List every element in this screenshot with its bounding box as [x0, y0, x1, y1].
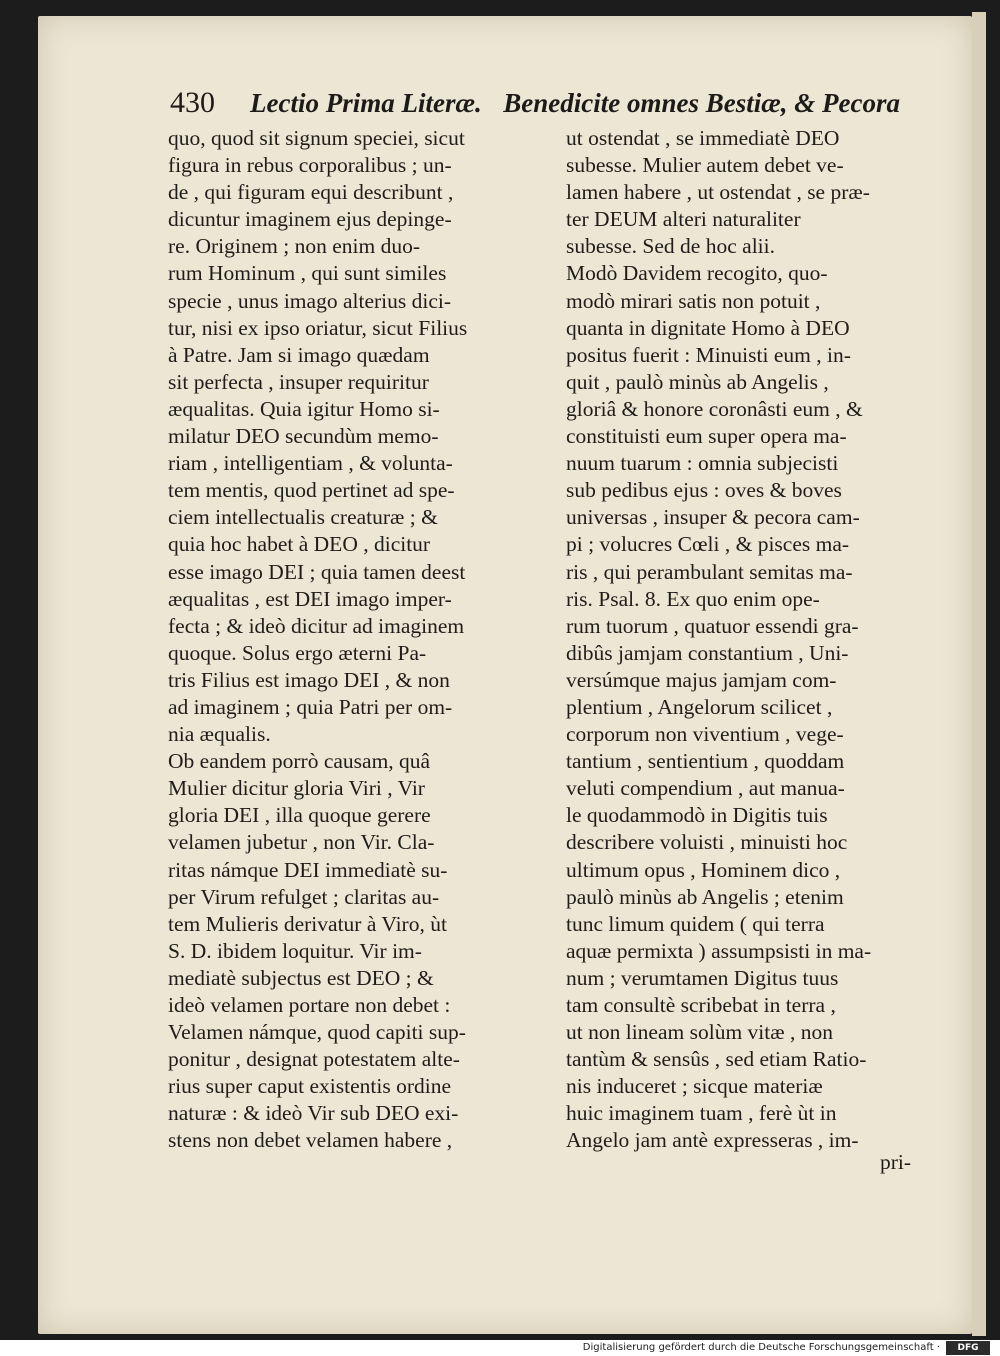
page-edge [972, 12, 986, 1336]
text-line: Ob eandem porrò causam, quâ [168, 749, 431, 774]
text-line: stens non debet velamen habere , [168, 1128, 453, 1153]
text-line: velamen jubetur , non Vir. Cla- [168, 830, 435, 855]
text-line: figura in rebus corporalibus ; un- [168, 153, 452, 178]
text-line: ritas námque DEI immediatè su- [168, 857, 448, 882]
text-line: dicuntur imaginem ejus depinge- [168, 207, 452, 232]
text-line: mediatè subjectus est DEO ; & [168, 965, 434, 990]
text-line: sub pedibus ejus : oves & boves [566, 478, 842, 503]
text-line: fecta ; & ideò dicitur ad imaginem [168, 613, 465, 638]
text-line: riam , intelligentiam , & volunta- [168, 451, 453, 476]
text-line: ideò velamen portare non debet : [168, 993, 451, 1017]
text-line: æqualitas , est DEI imago imper- [168, 586, 452, 611]
text-line: gloriâ & honore coronâsti eum , & [566, 396, 863, 421]
text-line: rum Hominum , qui sunt similes [168, 261, 447, 286]
text-line: quit , paulò minùs ab Angelis , [566, 369, 829, 394]
text-line: lamen habere , ut ostendat , se præ- [566, 180, 870, 205]
text-line: ciem intellectualis creaturæ ; & [168, 505, 438, 530]
text-line: describere voluisti , minuisti hoc [566, 830, 848, 855]
text-line: quoque. Solus ergo æterni Pa- [168, 640, 427, 665]
text-line: Velamen námque, quod capiti sup- [168, 1020, 466, 1045]
text-line: tantium , sentientium , quoddam [566, 749, 845, 774]
page-number: 430 [170, 86, 215, 119]
text-line: huic imaginem tuam , ferè ùt in [566, 1101, 837, 1126]
digitization-credit: Digitalisierung gefördert durch die Deutsche Forschungsgemeinschaft · [582, 1342, 940, 1353]
text-line: pi ; volucres Cœli , & pisces ma- [566, 532, 850, 557]
text-line: positus fuerit : Minuisti eum , in- [566, 342, 851, 367]
text-line: corporum non viventium , vege- [566, 722, 844, 747]
text-line: le quodammodò in Digitis tuis [566, 803, 828, 828]
text-line: re. Originem ; non enim duo- [168, 234, 420, 259]
text-line: æqualitas. Quia igitur Homo si- [168, 396, 440, 421]
text-line: milatur DEO secundùm memo- [168, 424, 439, 449]
text-line: ris. Psal. 8. Ex quo enim ope- [566, 586, 820, 611]
text-line: plentium , Angelorum scilicet , [566, 694, 833, 719]
text-line: tem Mulieris derivatur à Viro, ùt [168, 911, 447, 936]
dfg-logo: DFG [946, 1341, 990, 1355]
text-line: specie , unus imago alterius dici- [168, 288, 452, 313]
text-line: veluti compendium , aut manua- [566, 776, 845, 801]
text-line: quanta in dignitate Homo à DEO [566, 315, 850, 340]
text-line: constituisti eum super opera ma- [566, 424, 847, 449]
text-line: per Virum refulget ; claritas au- [168, 884, 440, 909]
text-line: tam consultè scribebat in terra , [566, 993, 836, 1017]
text-line: ut non lineam solùm vitæ , non [566, 1020, 833, 1045]
text-line: tris Filius est imago DEI , & non [168, 667, 450, 692]
text-line: tur, nisi ex ipso oriatur, sicut Filius [168, 315, 468, 340]
text-line: versúmque majus jamjam com- [566, 667, 837, 692]
text-line: nia æqualis. [168, 722, 271, 747]
text-line: dibûs jamjam constantium , Uni- [566, 640, 849, 665]
text-line: esse imago DEI ; quia tamen deest [168, 559, 466, 584]
catchword: pri- [880, 1150, 912, 1174]
left-text-column [168, 125, 544, 1155]
text-line: S. D. ibidem loquitur. Vir im- [168, 938, 422, 963]
text-line: universas , insuper & pecora cam- [566, 505, 860, 530]
running-title-right: Benedicite omnes Bestiæ, & Pecora [503, 88, 900, 118]
text-line: gloria DEI , illa quoque gerere [168, 803, 431, 828]
text-line: rius super caput existentis ordine [168, 1074, 452, 1099]
text-line: Modò Davidem recogito, quo- [566, 261, 828, 286]
text-line: ut ostendat , se immediatè DEO [566, 126, 840, 150]
text-line: Angelo jam antè expresseras , im- [566, 1128, 859, 1153]
text-line: tunc limum quidem ( qui terra [566, 911, 825, 936]
text-line: subesse. Sed de hoc alii. [566, 234, 775, 259]
text-line: sit perfecta , insuper requiritur [168, 369, 429, 394]
text-line: ad imaginem ; quia Patri per om- [168, 694, 453, 719]
text-line: quia hoc habet à DEO , dicitur [168, 532, 431, 557]
text-line: de , qui figuram equi describunt , [168, 180, 454, 205]
text-line: naturæ : & ideò Vir sub DEO exi- [168, 1101, 459, 1126]
text-line: Mulier dicitur gloria Viri , Vir [168, 776, 425, 801]
text-line: rum tuorum , quatuor essendi gra- [566, 613, 859, 638]
text-line: tem mentis, quod pertinet ad spe- [168, 478, 455, 503]
right-text-column [566, 125, 940, 1155]
text-line: à Patre. Jam si imago quædam [168, 342, 430, 367]
text-line: modò mirari satis non potuit , [566, 288, 821, 313]
page-header [170, 86, 900, 122]
text-line: quo, quod sit signum speciei, sicut [168, 126, 465, 150]
text-line: nuum tuarum : omnia subjecisti [566, 451, 839, 476]
text-line: subesse. Mulier autem debet ve- [566, 153, 844, 178]
text-line: ponitur , designat potestatem alte- [168, 1047, 460, 1072]
text-line: num ; verumtamen Digitus tuus [566, 965, 839, 990]
text-line: ris , qui perambulant semitas ma- [566, 559, 853, 584]
running-title-left: Lectio Prima Literæ. [250, 88, 482, 118]
text-line: aquæ permixta ) assumpsisti in ma- [566, 938, 872, 963]
text-line: paulò minùs ab Angelis ; etenim [566, 884, 844, 909]
text-line: ter DEUM alteri naturaliter [566, 207, 801, 232]
text-line: tantùm & sensûs , sed etiam Ratio- [566, 1047, 867, 1072]
text-line: ultimum opus , Hominem dico , [566, 857, 841, 882]
text-line: nis induceret ; sicque materiæ [566, 1074, 823, 1099]
